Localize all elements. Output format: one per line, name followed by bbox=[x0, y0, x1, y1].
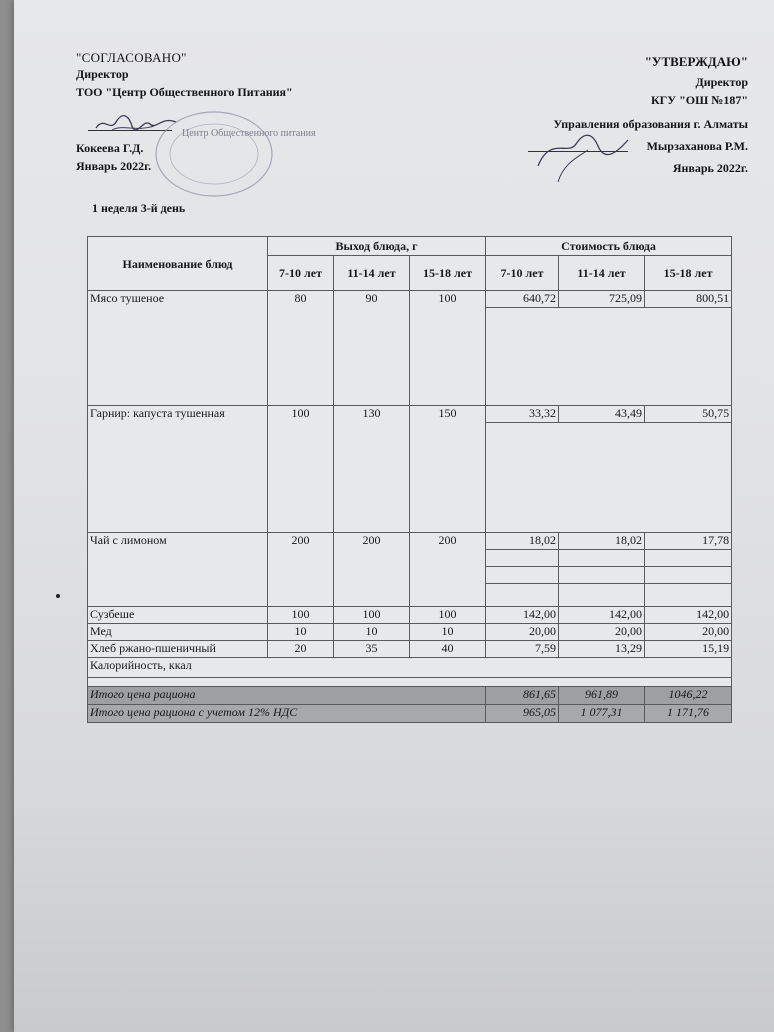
yield-11-14: 100 bbox=[334, 607, 410, 624]
cost-15-18: 800,51 bbox=[645, 291, 732, 308]
yield-7-10: 100 bbox=[268, 406, 334, 533]
agreed-org: ТОО "Центр Общественного Питания" bbox=[76, 85, 293, 99]
cost-11-14: 20,00 bbox=[559, 624, 645, 641]
yield-7-10: 200 bbox=[268, 533, 334, 607]
total-label: Итого цена рациона bbox=[88, 687, 486, 705]
table-row bbox=[88, 291, 732, 308]
total-vat-row bbox=[88, 705, 732, 723]
dish-name: Хлеб ржано-пшеничный bbox=[88, 641, 268, 658]
empty-cell bbox=[486, 308, 732, 406]
agreed-position: Директор bbox=[76, 67, 129, 81]
total-vat-label: Итого цена рациона с учетом 12% НДС bbox=[88, 705, 486, 723]
header-age-cost-11-14: 11-14 лет bbox=[559, 256, 645, 291]
yield-15-18: 200 bbox=[410, 533, 486, 607]
cost-11-14: 142,00 bbox=[559, 607, 645, 624]
cost-11-14: 43,49 bbox=[559, 406, 645, 423]
empty-cell bbox=[486, 423, 732, 533]
cost-15-18: 142,00 bbox=[645, 607, 732, 624]
table-row bbox=[88, 533, 732, 550]
yield-7-10: 80 bbox=[268, 291, 334, 406]
cost-7-10: 33,32 bbox=[486, 406, 559, 423]
right-signature bbox=[528, 126, 638, 188]
empty-cell bbox=[88, 678, 732, 687]
header-age-yield-15-18: 15-18 лет bbox=[410, 256, 486, 291]
yield-7-10: 10 bbox=[268, 624, 334, 641]
agreed-title: "СОГЛАСОВАНО" bbox=[76, 50, 187, 65]
cost-7-10: 142,00 bbox=[486, 607, 559, 624]
dish-name: Сузбеше bbox=[88, 607, 268, 624]
yield-11-14: 35 bbox=[334, 641, 410, 658]
yield-11-14: 90 bbox=[334, 291, 410, 406]
table-row bbox=[88, 624, 732, 641]
organization-stamp bbox=[150, 108, 278, 200]
yield-15-18: 40 bbox=[410, 641, 486, 658]
header-age-cost-7-10: 7-10 лет bbox=[486, 256, 559, 291]
yield-11-14: 200 bbox=[334, 533, 410, 607]
cost-15-18: 20,00 bbox=[645, 624, 732, 641]
total-vat-15-18: 1 171,76 bbox=[645, 705, 732, 723]
header-age-yield-11-14: 11-14 лет bbox=[334, 256, 410, 291]
total-vat-7-10: 965,05 bbox=[486, 705, 559, 723]
table-row bbox=[88, 607, 732, 624]
calories-label: Калорийность, ккал bbox=[88, 658, 732, 678]
dish-name: Мясо тушеное bbox=[88, 291, 268, 406]
day-label: 1 неделя 3-й день bbox=[92, 201, 186, 215]
cost-11-14: 13,29 bbox=[559, 641, 645, 658]
yield-15-18: 10 bbox=[410, 624, 486, 641]
cost-15-18: 15,19 bbox=[645, 641, 732, 658]
menu-table bbox=[87, 236, 732, 723]
yield-15-18: 150 bbox=[410, 406, 486, 533]
yield-7-10: 100 bbox=[268, 607, 334, 624]
total-vat-11-14: 1 077,31 bbox=[559, 705, 645, 723]
dish-name: Мед bbox=[88, 624, 268, 641]
cost-15-18: 50,75 bbox=[645, 406, 732, 423]
header-dish-name: Наименование блюд bbox=[88, 237, 268, 291]
total-15-18: 1046,22 bbox=[645, 687, 732, 705]
yield-15-18: 100 bbox=[410, 607, 486, 624]
cost-7-10: 7,59 bbox=[486, 641, 559, 658]
dish-name: Гарнир: капуста тушенная bbox=[88, 406, 268, 533]
table-row bbox=[88, 641, 732, 658]
header-yield: Выход блюда, г bbox=[268, 237, 486, 256]
approved-title: "УТВЕРЖДАЮ" bbox=[644, 54, 748, 69]
yield-11-14: 130 bbox=[334, 406, 410, 533]
approved-position: Директор bbox=[695, 75, 748, 89]
yield-15-18: 100 bbox=[410, 291, 486, 406]
stamp-text: Центр Общественного питания bbox=[182, 128, 316, 139]
header-age-cost-15-18: 15-18 лет bbox=[645, 256, 732, 291]
total-row bbox=[88, 687, 732, 705]
yield-7-10: 20 bbox=[268, 641, 334, 658]
table-row bbox=[88, 406, 732, 423]
cost-7-10: 18,02 bbox=[486, 533, 559, 550]
header-age-yield-7-10: 7-10 лет bbox=[268, 256, 334, 291]
cost-7-10: 640,72 bbox=[486, 291, 559, 308]
ink-dot bbox=[56, 594, 60, 598]
cost-7-10: 20,00 bbox=[486, 624, 559, 641]
approved-org: КГУ "ОШ №187" bbox=[650, 93, 748, 107]
dish-name: Чай с лимоном bbox=[88, 533, 268, 607]
approved-dept: Управления образования г. Алматы bbox=[553, 117, 748, 131]
cost-11-14: 725,09 bbox=[559, 291, 645, 308]
approved-date: Январь 2022г. bbox=[672, 161, 748, 175]
yield-11-14: 10 bbox=[334, 624, 410, 641]
approved-name: Мырзаханова Р.М. bbox=[646, 139, 748, 153]
header-cost: Стоимость блюда bbox=[486, 237, 732, 256]
total-11-14: 961,89 bbox=[559, 687, 645, 705]
total-7-10: 861,65 bbox=[486, 687, 559, 705]
agreed-name: Кокеева Г.Д. bbox=[76, 141, 144, 155]
agreed-date: Январь 2022г. bbox=[76, 159, 152, 173]
cost-15-18: 17,78 bbox=[645, 533, 732, 550]
cost-11-14: 18,02 bbox=[559, 533, 645, 550]
